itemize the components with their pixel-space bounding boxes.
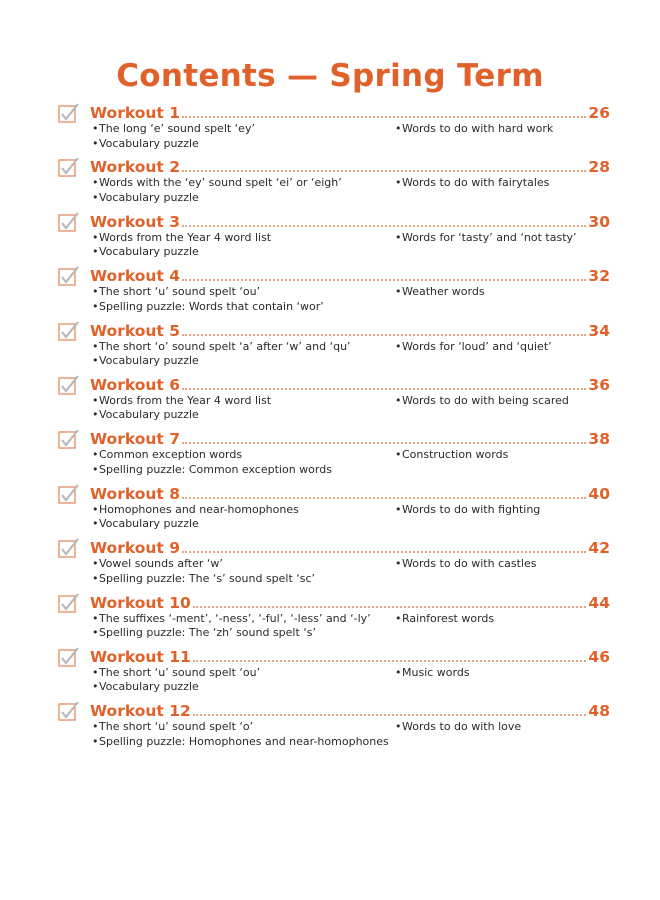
checkbox-checked-icon[interactable]	[58, 321, 80, 341]
topic-item: •Homophones and near-homophones	[92, 502, 299, 516]
checkbox-checked-icon[interactable]	[58, 157, 80, 177]
topic-item: •Vocabulary puzzle	[92, 517, 199, 531]
topic-item: •Vocabulary puzzle	[92, 408, 199, 422]
checkbox-checked-icon[interactable]	[58, 103, 80, 123]
topic-item: •The short ‘u’ sound spelt ‘o’	[92, 720, 254, 734]
checkbox-checked-icon[interactable]	[58, 212, 80, 232]
contents-entry	[58, 700, 610, 754]
page-number: 28	[588, 158, 610, 177]
checkbox-checked-icon[interactable]	[58, 484, 80, 504]
workout-title[interactable]: Workout 8	[90, 484, 181, 503]
topic-item: •Spelling puzzle: Homophones and near-homophones	[92, 734, 389, 748]
checkbox-checked-icon[interactable]	[58, 538, 80, 558]
topic-item: •Common exception words	[92, 448, 243, 462]
topic-item: •Words to do with being scared	[395, 393, 569, 407]
contents-entry	[58, 265, 610, 319]
topic-item: •Words with the ‘ey’ sound spelt ‘ei’ or ‘eigh’	[92, 176, 342, 190]
page-number: 32	[588, 267, 610, 286]
topic-item: •Words to do with love	[395, 720, 522, 734]
contents-entry	[58, 592, 610, 646]
workout-title[interactable]: Workout 4	[90, 267, 181, 286]
workout-title[interactable]: Workout 9	[90, 539, 181, 558]
page-number: 36	[588, 375, 610, 394]
topic-item: •Words from the Year 4 word list	[92, 230, 272, 244]
leader-dots	[193, 713, 587, 716]
contents-entry	[58, 537, 610, 591]
topic-item: •Vocabulary puzzle	[92, 190, 199, 204]
topic-item: •Words for ‘tasty’ and ‘not tasty’	[395, 230, 577, 244]
leader-dots	[182, 224, 586, 227]
workout-title[interactable]: Workout 3	[90, 212, 181, 231]
page-number: 34	[588, 321, 610, 340]
topic-item: •Vocabulary puzzle	[92, 354, 199, 368]
page-number: 26	[588, 104, 610, 122]
leader-dots	[193, 605, 587, 608]
page-number: 30	[588, 212, 610, 231]
leader-dots	[182, 115, 586, 118]
topic-item: •The long ‘e’ sound spelt ‘ey’	[92, 122, 255, 135]
topic-item: •Words to do with fighting	[395, 502, 541, 516]
topic-item: •Vowel sounds after ‘w’	[92, 557, 223, 571]
topic-item: •Spelling puzzle: The ‘s’ sound spelt ‘sc’	[92, 571, 316, 585]
contents-entry	[58, 483, 610, 537]
leader-dots	[182, 169, 586, 172]
page-title: Contents — Spring Term	[116, 58, 544, 94]
workout-title[interactable]: Workout 7	[90, 430, 181, 449]
contents-entry	[58, 211, 610, 265]
topic-item: •The short ‘u’ sound spelt ‘ou’	[92, 665, 261, 679]
contents-entry	[58, 646, 610, 700]
checkbox-checked-icon[interactable]	[58, 429, 80, 449]
page-number: 46	[588, 647, 610, 666]
contents-entry	[58, 428, 610, 482]
checkbox-checked-icon[interactable]	[58, 266, 80, 286]
topic-item: •The suffixes ‘-ment’, ‘-ness’, ‘-ful’, ‘-less’ and ‘-ly’	[92, 611, 371, 625]
checkbox-checked-icon[interactable]	[58, 647, 80, 667]
page-number: 48	[588, 702, 610, 721]
workout-title[interactable]: Workout 2	[90, 158, 181, 177]
leader-dots	[182, 496, 586, 499]
topic-item: •Words to do with castles	[395, 557, 537, 571]
checkbox-checked-icon[interactable]	[58, 375, 80, 395]
leader-dots	[182, 333, 586, 336]
topic-item: •Words to do with fairytales	[395, 176, 550, 190]
topic-item: •Vocabulary puzzle	[92, 680, 199, 694]
leader-dots	[182, 550, 586, 553]
leader-dots	[182, 278, 586, 281]
topic-item: •Words to do with hard work	[395, 122, 554, 135]
topic-item: •The short ‘u’ sound spelt ‘ou’	[92, 285, 261, 299]
workout-title[interactable]: Workout 6	[90, 375, 181, 394]
checkbox-checked-icon[interactable]	[58, 593, 80, 613]
workout-title[interactable]: Workout 10	[90, 593, 191, 612]
topic-item: •Vocabulary puzzle	[92, 245, 199, 259]
workout-title[interactable]: Workout 5	[90, 321, 181, 340]
contents-entry	[58, 320, 610, 374]
leader-dots	[193, 659, 587, 662]
topic-item: •Words from the Year 4 word list	[92, 393, 272, 407]
topic-item: •Vocabulary puzzle	[92, 136, 199, 150]
topic-item: •Weather words	[395, 285, 485, 299]
contents-entry	[58, 156, 610, 210]
page-number: 38	[588, 430, 610, 449]
workout-title[interactable]: Workout 1	[90, 104, 181, 122]
checkbox-checked-icon[interactable]	[58, 701, 80, 721]
topic-item: •Spelling puzzle: Words that contain ‘wor’	[92, 299, 324, 313]
contents-entry	[58, 102, 610, 156]
topic-item: •Music words	[395, 665, 470, 679]
topic-item: •Construction words	[395, 448, 509, 462]
page-number: 44	[588, 593, 610, 612]
topic-item: •Spelling puzzle: The ‘zh’ sound spelt ‘s’	[92, 626, 317, 640]
topic-item: •Rainforest words	[395, 611, 495, 625]
topic-item: •Words for ‘loud’ and ‘quiet’	[395, 339, 552, 353]
workout-title[interactable]: Workout 11	[90, 647, 191, 666]
contents-list	[58, 102, 610, 755]
page-number: 40	[588, 484, 610, 503]
leader-dots	[182, 441, 586, 444]
leader-dots	[182, 387, 586, 390]
topic-item: •The short ‘o’ sound spelt ‘a’ after ‘w’ and ‘qu’	[92, 339, 351, 353]
page-number: 42	[588, 539, 610, 558]
contents-entry	[58, 374, 610, 428]
workout-title[interactable]: Workout 12	[90, 702, 191, 721]
topic-item: •Spelling puzzle: Common exception words	[92, 462, 332, 476]
